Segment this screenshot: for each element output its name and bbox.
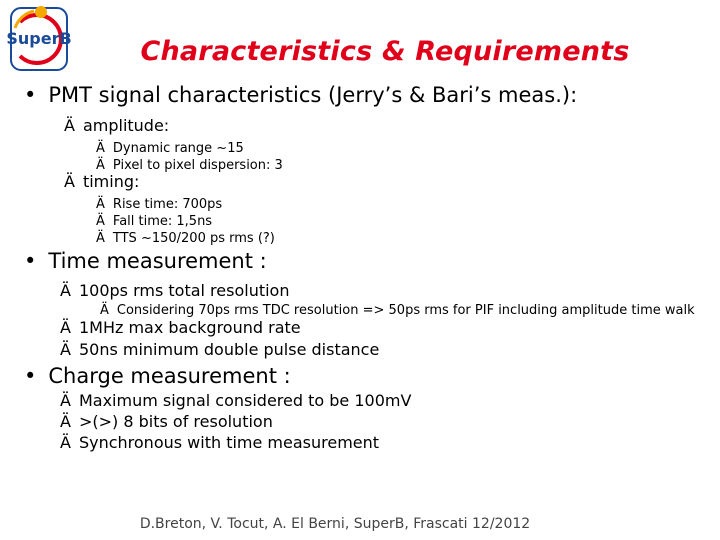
outline-item-text: 50ns minimum double pulse distance bbox=[78, 340, 380, 359]
outline-item-text: TTS ~150/200 ps rms (?) bbox=[112, 231, 275, 246]
outline-item bbox=[24, 83, 577, 107]
outline-item-text: Time measurement : bbox=[48, 249, 267, 273]
outline-item-text: amplitude: bbox=[82, 116, 170, 135]
arrow-bullet-icon: Ä bbox=[96, 197, 105, 212]
outline-item-text: Maximum signal considered to be 100mV bbox=[78, 391, 412, 410]
outline-item bbox=[24, 249, 267, 273]
arrow-bullet-icon: Ä bbox=[60, 391, 71, 410]
arrow-bullet-icon: Ä bbox=[64, 116, 75, 135]
outline-item-text: Charge measurement : bbox=[48, 364, 291, 388]
outline-item bbox=[64, 116, 169, 135]
arrow-bullet-icon: Ä bbox=[96, 158, 105, 173]
outline-item-text: Dynamic range ~15 bbox=[112, 141, 244, 156]
outline-item bbox=[100, 303, 695, 318]
outline-item bbox=[60, 340, 379, 359]
outline-item-text: 1MHz max background rate bbox=[78, 318, 301, 337]
arrow-bullet-icon: Ä bbox=[100, 303, 109, 318]
outline-item-text: Rise time: 700ps bbox=[112, 197, 223, 212]
arrow-bullet-icon: Ä bbox=[60, 340, 71, 359]
outline-item bbox=[64, 172, 139, 191]
outline-item bbox=[96, 141, 244, 156]
outline-item bbox=[96, 214, 212, 229]
outline-item-text: 100ps rms total resolution bbox=[78, 281, 290, 300]
outline-item-text: >(>) 8 bits of resolution bbox=[78, 412, 273, 431]
outline-item-text: Fall time: 1,5ns bbox=[112, 214, 213, 229]
outline-item bbox=[60, 281, 289, 300]
arrow-bullet-icon: Ä bbox=[64, 172, 75, 191]
slide-footer: D.Breton, V. Tocut, A. El Berni, SuperB, Frascati 12/2012 bbox=[139, 516, 531, 532]
slide-title: Characteristics & Requirements bbox=[140, 36, 630, 67]
outline-item-text: timing: bbox=[82, 172, 140, 191]
arrow-bullet-icon: Ä bbox=[96, 231, 105, 246]
outline-item-text: Synchronous with time measurement bbox=[78, 433, 380, 452]
outline-item bbox=[60, 412, 273, 431]
outline-item bbox=[96, 231, 275, 246]
outline-item bbox=[60, 433, 379, 452]
bullet-icon: • bbox=[24, 364, 37, 388]
arrow-bullet-icon: Ä bbox=[60, 412, 71, 431]
arrow-bullet-icon: Ä bbox=[60, 318, 71, 337]
outline-item bbox=[96, 158, 283, 173]
arrow-bullet-icon: Ä bbox=[60, 433, 71, 452]
bullet-icon: • bbox=[24, 249, 37, 273]
outline-item-text: Pixel to pixel dispersion: 3 bbox=[112, 158, 283, 173]
outline-item bbox=[60, 391, 411, 410]
arrow-bullet-icon: Ä bbox=[96, 141, 105, 156]
arrow-bullet-icon: Ä bbox=[60, 281, 71, 300]
logo-text: SuperB bbox=[6, 29, 72, 48]
outline-item bbox=[96, 197, 222, 212]
outline-item-text: PMT signal characteristics (Jerry’s & Bari’s meas.): bbox=[48, 83, 578, 107]
outline-item bbox=[24, 364, 291, 388]
arrow-bullet-icon: Ä bbox=[96, 214, 105, 229]
outline-item-text: Considering 70ps rms TDC resolution => 50ps rms for PIF including amplitude time walk bbox=[116, 303, 695, 318]
outline-item bbox=[60, 318, 301, 337]
bullet-icon: • bbox=[24, 83, 37, 107]
